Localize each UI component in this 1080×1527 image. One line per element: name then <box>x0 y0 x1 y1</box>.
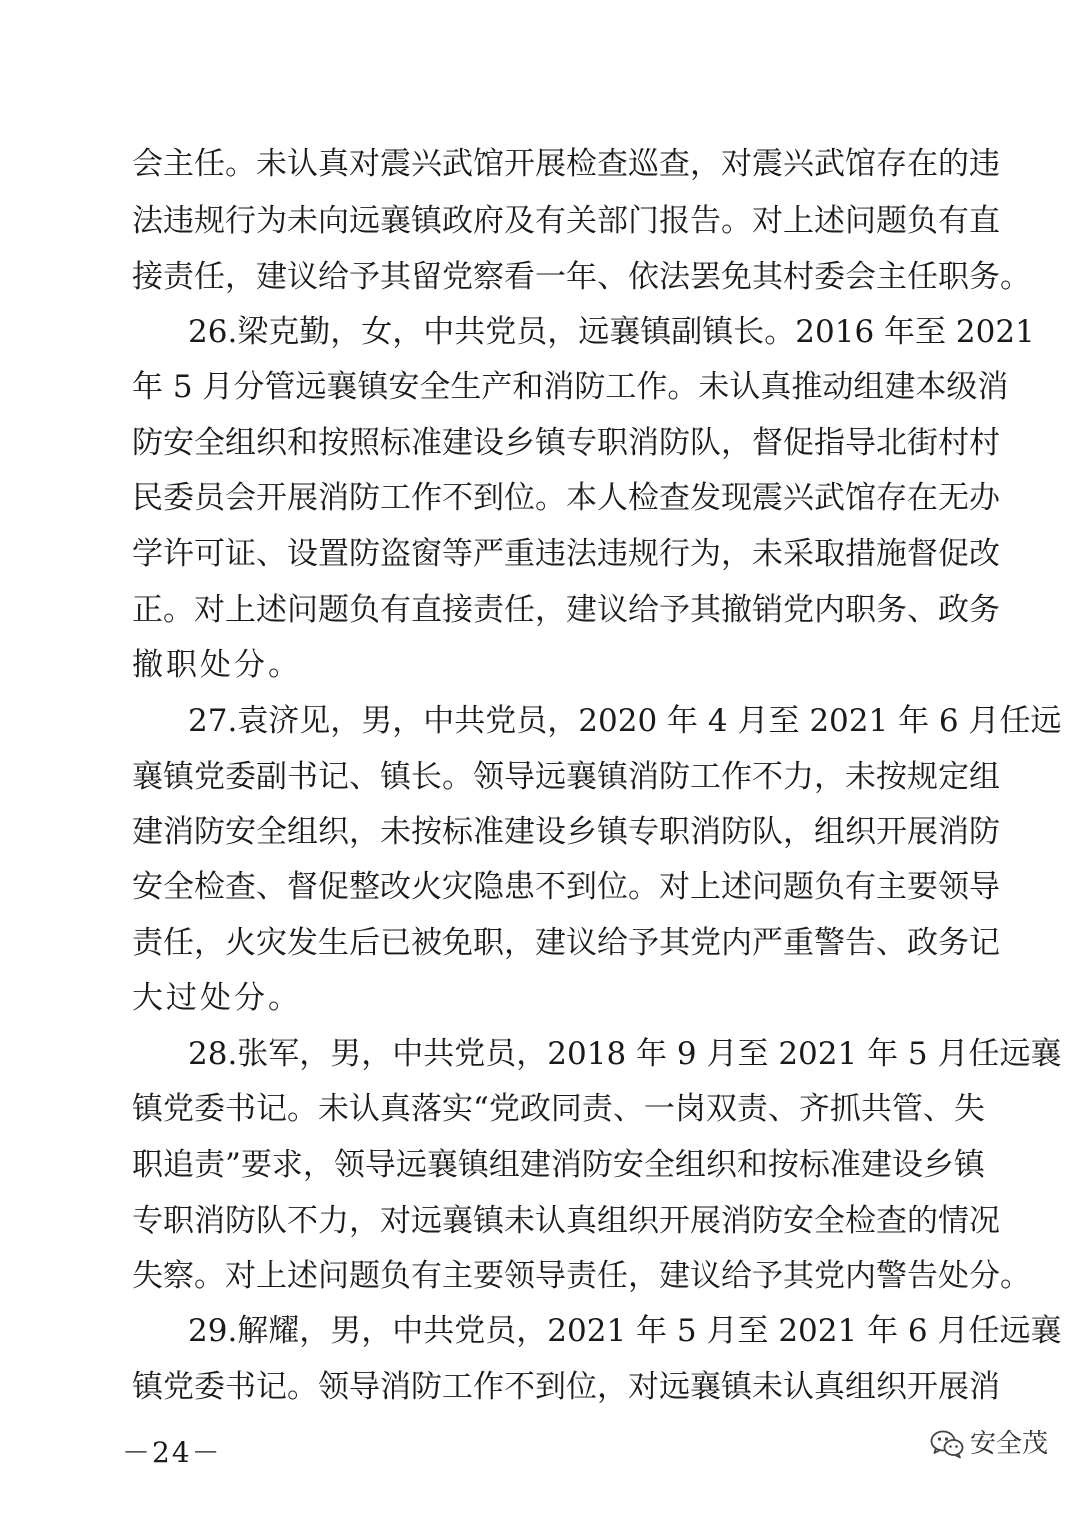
paragraph-end-line: 大过处分。 <box>132 980 302 1016</box>
text-line: 镇党委书记。领导消防工作不到位，对远襄镇未认真组织开展消 <box>132 1369 1000 1405</box>
paragraph-start-line: 29.解耀，男，中共党员，2021 年 5 月至 2021 年 6 月任远襄 <box>188 1313 1062 1349</box>
text-line: 专职消防队不力，对远襄镇未认真组织开展消防安全检查的情况 <box>132 1203 1000 1239</box>
paragraph-start-line: 27.袁济见，男，中共党员，2020 年 4 月至 2021 年 6 月任远 <box>188 703 1062 739</box>
text-line: 建消防安全组织，未按标准建设乡镇专职消防队，组织开展消防 <box>132 814 1000 850</box>
text-line: 失察。对上述问题负有主要领导责任，建议给予其党内警告处分。 <box>132 1258 1031 1294</box>
watermark-text: 安全茂 <box>970 1429 1049 1459</box>
paragraph-start-line: 26.梁克勤，女，中共党员，远襄镇副镇长。2016 年至 2021 <box>188 314 1035 350</box>
paragraph-start-line: 28.张军，男，中共党员，2018 年 9 月至 2021 年 5 月任远襄 <box>188 1036 1062 1072</box>
text-line: 民委员会开展消防工作不到位。本人检查发现震兴武馆存在无办 <box>132 480 1000 516</box>
text-line: 学许可证、设置防盗窗等严重违法违规行为，未采取措施督促改 <box>132 536 1000 572</box>
paragraph-end-line: 撤职处分。 <box>132 647 302 683</box>
text-line: 法违规行为未向远襄镇政府及有关部门报告。对上述问题负有直 <box>132 203 1000 239</box>
text-line: 会主任。未认真对震兴武馆开展检查巡查，对震兴武馆存在的违 <box>132 146 1000 182</box>
text-line: 防安全组织和按照标准建设乡镇专职消防队，督促指导北街村村 <box>132 425 1000 461</box>
text-line: 正。对上述问题负有直接责任，建议给予其撤销党内职务、政务 <box>132 592 1000 628</box>
text-line: 镇党委书记。未认真落实“党政同责、一岗双责、齐抓共管、失 <box>132 1091 985 1127</box>
text-line: 年 5 月分管远襄镇安全生产和消防工作。未认真推动组建本级消 <box>132 369 1009 405</box>
text-line: 职追责”要求，领导远襄镇组建消防安全组织和按标准建设乡镇 <box>132 1147 985 1183</box>
text-line: 襄镇党委副书记、镇长。领导远襄镇消防工作不力，未按规定组 <box>132 759 1000 795</box>
watermark <box>930 1424 1048 1464</box>
text-line: 接责任，建议给予其留党察看一年、依法罢免其村委会主任职务。 <box>132 259 1031 295</box>
page-number: －24－ <box>122 1436 222 1469</box>
wechat-icon <box>930 1429 964 1459</box>
text-line: 责任，火灾发生后已被免职，建议给予其党内严重警告、政务记 <box>132 925 1000 961</box>
text-line: 安全检查、督促整改火灾隐患不到位。对上述问题负有主要领导 <box>132 869 1000 905</box>
